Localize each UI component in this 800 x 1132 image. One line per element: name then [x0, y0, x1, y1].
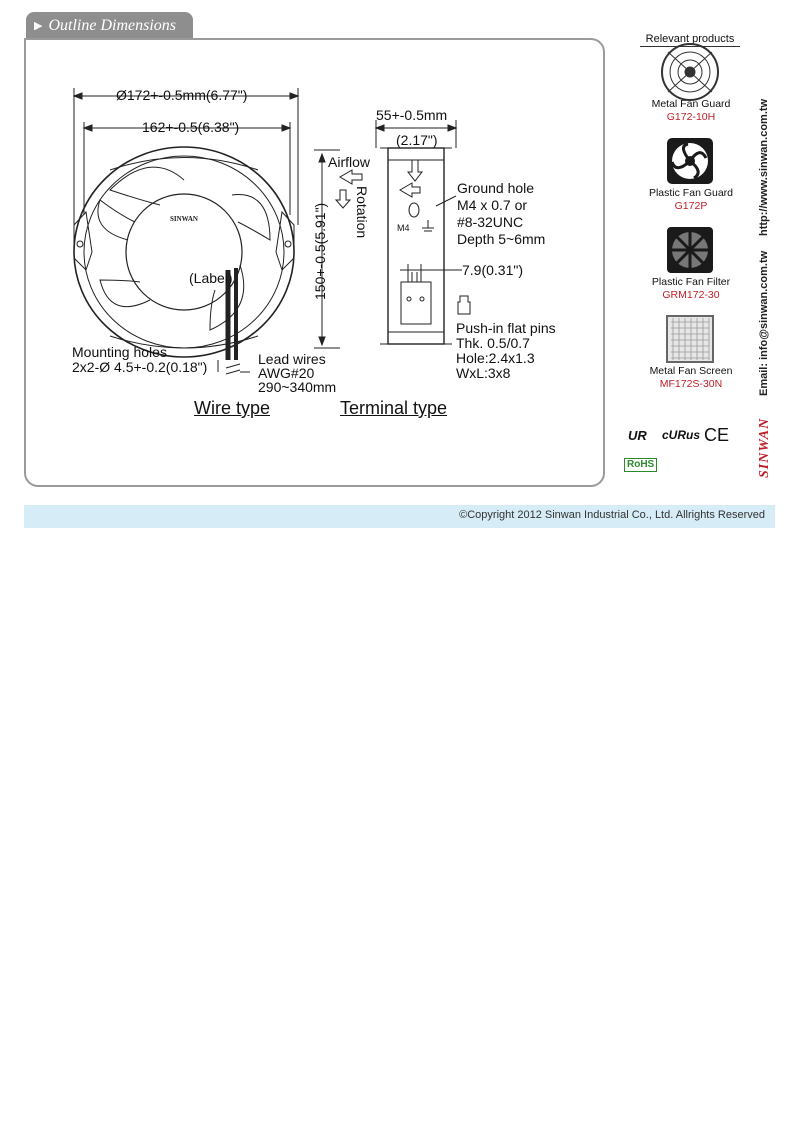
ce-mark-icon: CE — [704, 425, 730, 445]
plastic-fan-guard-icon — [667, 138, 713, 184]
footer-bar — [24, 505, 775, 528]
product-item[interactable] — [632, 365, 750, 390]
ground-hole-line: Ground hole — [457, 180, 535, 196]
product-item[interactable] — [632, 187, 750, 212]
fan-label: (Label) — [189, 270, 233, 286]
dim-outer-label: Ø172+-0.5mm(6.77") — [116, 87, 248, 103]
metal-fan-guard-icon — [662, 44, 718, 100]
hub-logo: SINWAN — [169, 215, 199, 223]
section-title: Outline Dimensions — [48, 17, 177, 34]
product-name: Metal Fan Screen — [649, 365, 733, 377]
ground-hole-line: Depth 5~6mm — [457, 231, 546, 247]
mounting-line: 2x2-Ø 4.5+-0.2(0.18") — [72, 359, 208, 375]
product-item[interactable] — [632, 276, 750, 301]
terminal-type-caption: Terminal type — [340, 398, 448, 418]
product-name: Plastic Fan Filter — [651, 276, 731, 288]
lead-line: 290~340mm — [258, 379, 337, 395]
push-in-line: WxL:3x8 — [456, 365, 511, 381]
dim-depth-inch-label: (2.17") — [396, 132, 438, 148]
ground-hole-line: M4 x 0.7 or — [457, 197, 528, 213]
pin-width-label: 7.9(0.31") — [462, 262, 524, 278]
rohs-badge: RoHS — [624, 458, 657, 472]
push-in-line: Thk. 0.5/0.7 — [456, 335, 530, 351]
triangle-right-icon: ▶ — [34, 20, 43, 32]
product-code: G172P — [674, 200, 708, 212]
dim-inner-label: 162+-0.5(6.38") — [142, 119, 240, 135]
wire-type-caption: Wire type — [194, 398, 271, 418]
copyright-text: ©Copyright 2012 Sinwan Industrial Co., Ltd. Allrights Reserved — [459, 509, 765, 521]
m4-label: M4 — [397, 223, 410, 233]
ur-mark-icon: UR — [628, 428, 647, 443]
rotation-label: Rotation — [354, 186, 370, 239]
email-link[interactable]: Email: info@sinwan.com.tw — [758, 250, 770, 396]
push-in-line: Push-in flat pins — [456, 320, 556, 336]
airflow-label: Airflow — [328, 154, 371, 170]
product-icons — [0, 0, 800, 540]
website-link[interactable]: http://www.sinwan.com.tw — [758, 98, 770, 236]
product-code: G172-10H — [666, 111, 716, 123]
lead-line: Lead wires — [258, 351, 326, 367]
ground-hole-line: #8-32UNC — [457, 214, 524, 230]
metal-fan-screen-icon — [667, 316, 713, 362]
push-in-line: Hole:2.4x1.3 — [456, 350, 535, 366]
product-item[interactable] — [632, 98, 750, 123]
curus-mark-icon: cURus — [662, 428, 701, 442]
plastic-fan-filter-icon — [667, 227, 713, 273]
lead-line: AWG#20 — [258, 365, 315, 381]
relevant-products-heading: Relevant products — [640, 33, 740, 47]
product-name: Plastic Fan Guard — [648, 187, 734, 199]
product-name: Metal Fan Guard — [651, 98, 731, 110]
product-code: GRM172-30 — [662, 289, 720, 301]
dim-height-label: 150+-0.5(5.91") — [312, 202, 328, 300]
product-code: MF172S-30N — [659, 378, 723, 390]
dim-depth-label: 55+-0.5mm — [376, 107, 448, 123]
brand-logo: SINWAN — [757, 417, 772, 478]
mounting-line: Mounting holes — [72, 344, 167, 360]
